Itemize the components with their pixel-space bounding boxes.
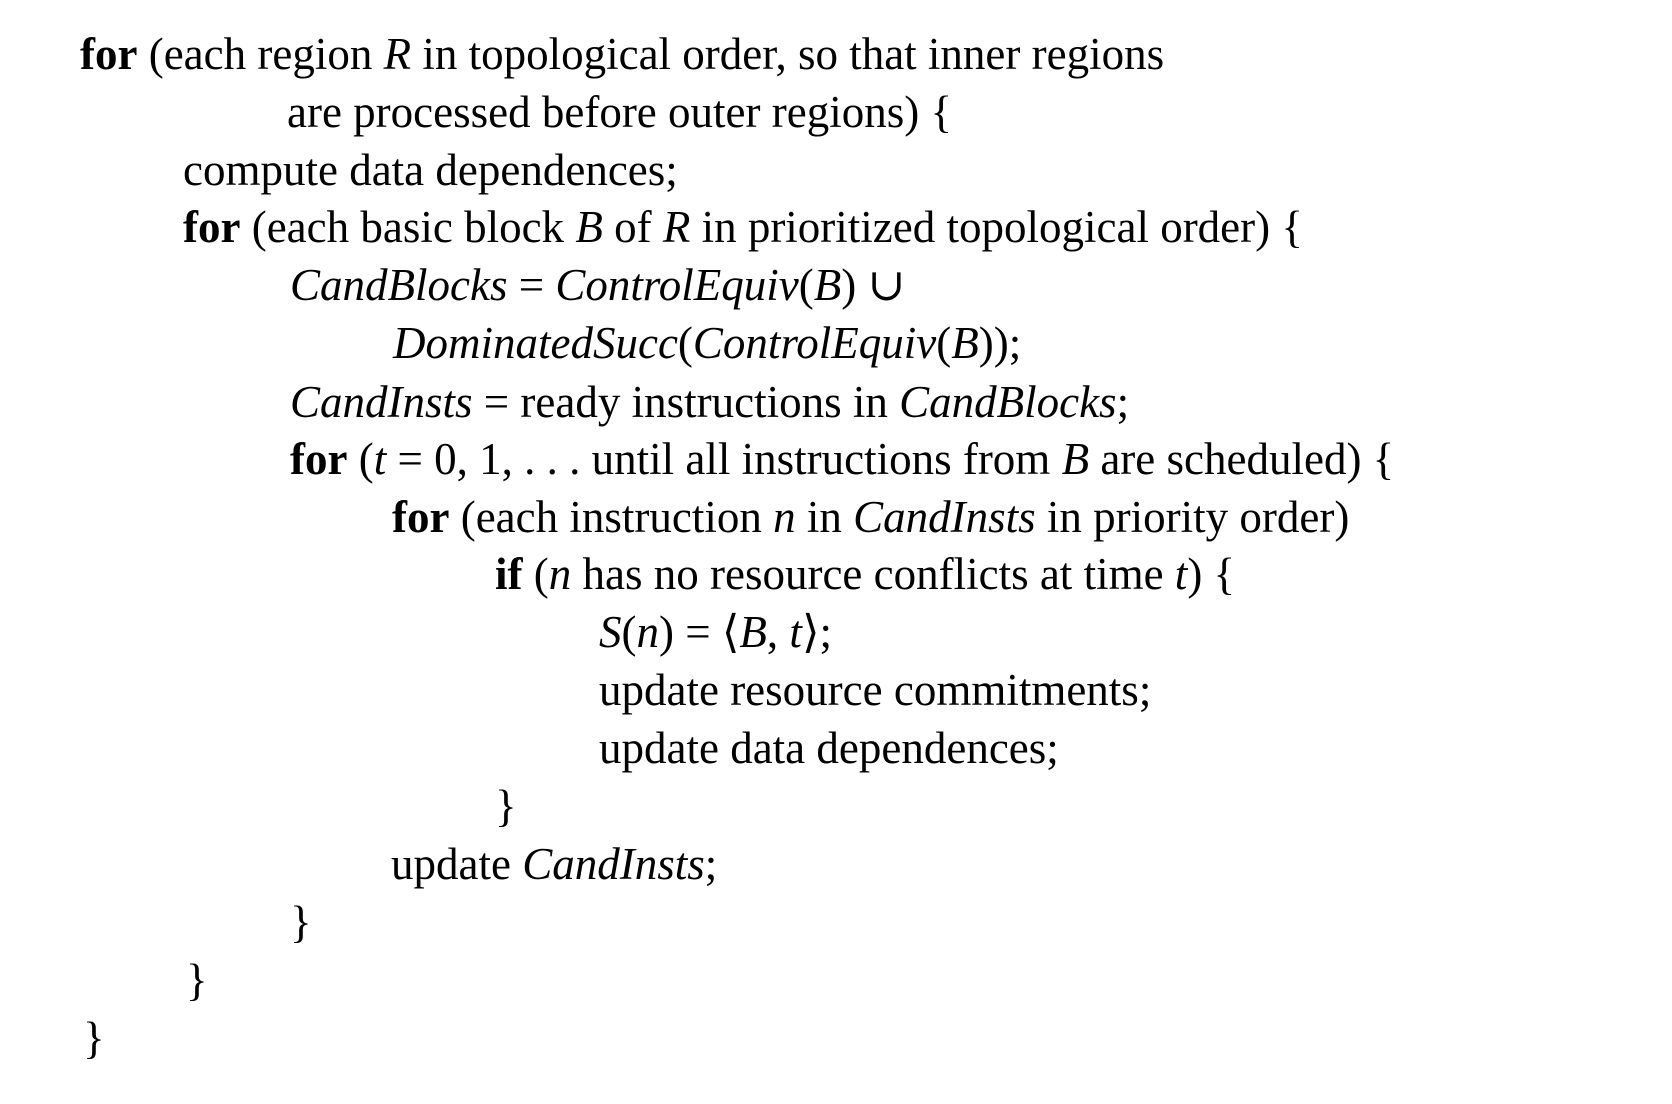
line-7 [290, 373, 1129, 431]
function-dominatedsucc: DominatedSucc [393, 318, 678, 368]
closing-brace: } [186, 955, 208, 1005]
paren-open: ( [798, 260, 814, 310]
identifier-candinsts: CandInsts [522, 839, 705, 889]
text: update [391, 839, 523, 889]
line-1 [80, 25, 1164, 83]
variable-r: R [383, 29, 412, 79]
variable-t: t [1174, 549, 1188, 599]
text: = ready instructions in [472, 377, 900, 427]
variable-b: B [951, 318, 979, 368]
function-controlequiv: ControlEquiv [692, 318, 937, 368]
keyword-for: for [183, 202, 241, 252]
variable-b: B [813, 260, 842, 310]
paren-open: ( [358, 434, 374, 484]
paren-open: ( [677, 318, 693, 368]
paren-open: ( [621, 607, 637, 657]
line-2 [287, 83, 952, 141]
keyword-for: for [392, 492, 450, 542]
text: = 0, 1, . . . until all instructions from [386, 434, 1062, 484]
text: (each region [148, 29, 384, 79]
keyword-if: if [495, 549, 523, 599]
text: ⟩; [801, 607, 832, 657]
identifier-candblocks: CandBlocks [899, 377, 1117, 427]
keyword-for: for [80, 29, 138, 79]
text: ) = ⟨ [659, 607, 740, 657]
function-s: S [599, 607, 622, 657]
line-13 [599, 719, 1059, 777]
line-18 [83, 1009, 105, 1067]
text: in [795, 492, 854, 542]
line-5 [290, 256, 905, 314]
line-17 [186, 951, 208, 1009]
line-16 [290, 893, 312, 951]
text: update resource commitments; [599, 665, 1152, 715]
line-3 [183, 141, 678, 199]
closing-brace: } [290, 897, 312, 947]
variable-b: B [739, 607, 767, 657]
text: are processed before outer regions) { [287, 87, 953, 137]
variable-r: R [662, 202, 691, 252]
paren-close: )); [978, 318, 1022, 368]
variable-b: B [1061, 434, 1090, 484]
text: in topological order, so that inner regions [411, 29, 1165, 79]
text: in priority order) [1035, 492, 1350, 542]
variable-n: n [773, 492, 796, 542]
line-4 [183, 198, 1303, 256]
text: are scheduled) { [1089, 434, 1395, 484]
text: (each basic block [251, 202, 576, 252]
text: update data dependences; [599, 723, 1059, 773]
variable-n: n [548, 549, 572, 599]
line-11 [599, 603, 832, 661]
operator-equals: = [507, 260, 556, 310]
variable-t: t [789, 607, 802, 657]
text: ; [1116, 377, 1130, 427]
variable-b: B [575, 202, 603, 252]
line-9 [392, 488, 1349, 546]
line-8 [290, 430, 1394, 488]
paren-open: ( [533, 549, 549, 599]
closing-brace: } [83, 1013, 105, 1063]
function-controlequiv: ControlEquiv [555, 260, 799, 310]
identifier-candinsts: CandInsts [290, 377, 473, 427]
text: compute data dependences; [183, 145, 678, 195]
union-symbol: ∪ [856, 260, 906, 310]
text: (each instruction [460, 492, 774, 542]
paren-open: ( [936, 318, 952, 368]
line-10 [495, 545, 1235, 603]
paren-close: ) [841, 260, 857, 310]
variable-t: t [373, 434, 387, 484]
identifier-candinsts: CandInsts [853, 492, 1036, 542]
text: ; [704, 839, 718, 889]
line-15 [391, 835, 717, 893]
text: in prioritized topological order) { [690, 202, 1303, 252]
closing-brace: } [495, 781, 517, 831]
text: has no resource conflicts at time [571, 549, 1175, 599]
identifier-candblocks: CandBlocks [290, 260, 508, 310]
text: ) { [1187, 549, 1236, 599]
variable-n: n [636, 607, 659, 657]
line-14 [495, 777, 517, 835]
keyword-for: for [290, 434, 348, 484]
text: of [602, 202, 663, 252]
line-12 [599, 661, 1151, 719]
line-6 [393, 314, 1021, 372]
comma: , [766, 607, 790, 657]
